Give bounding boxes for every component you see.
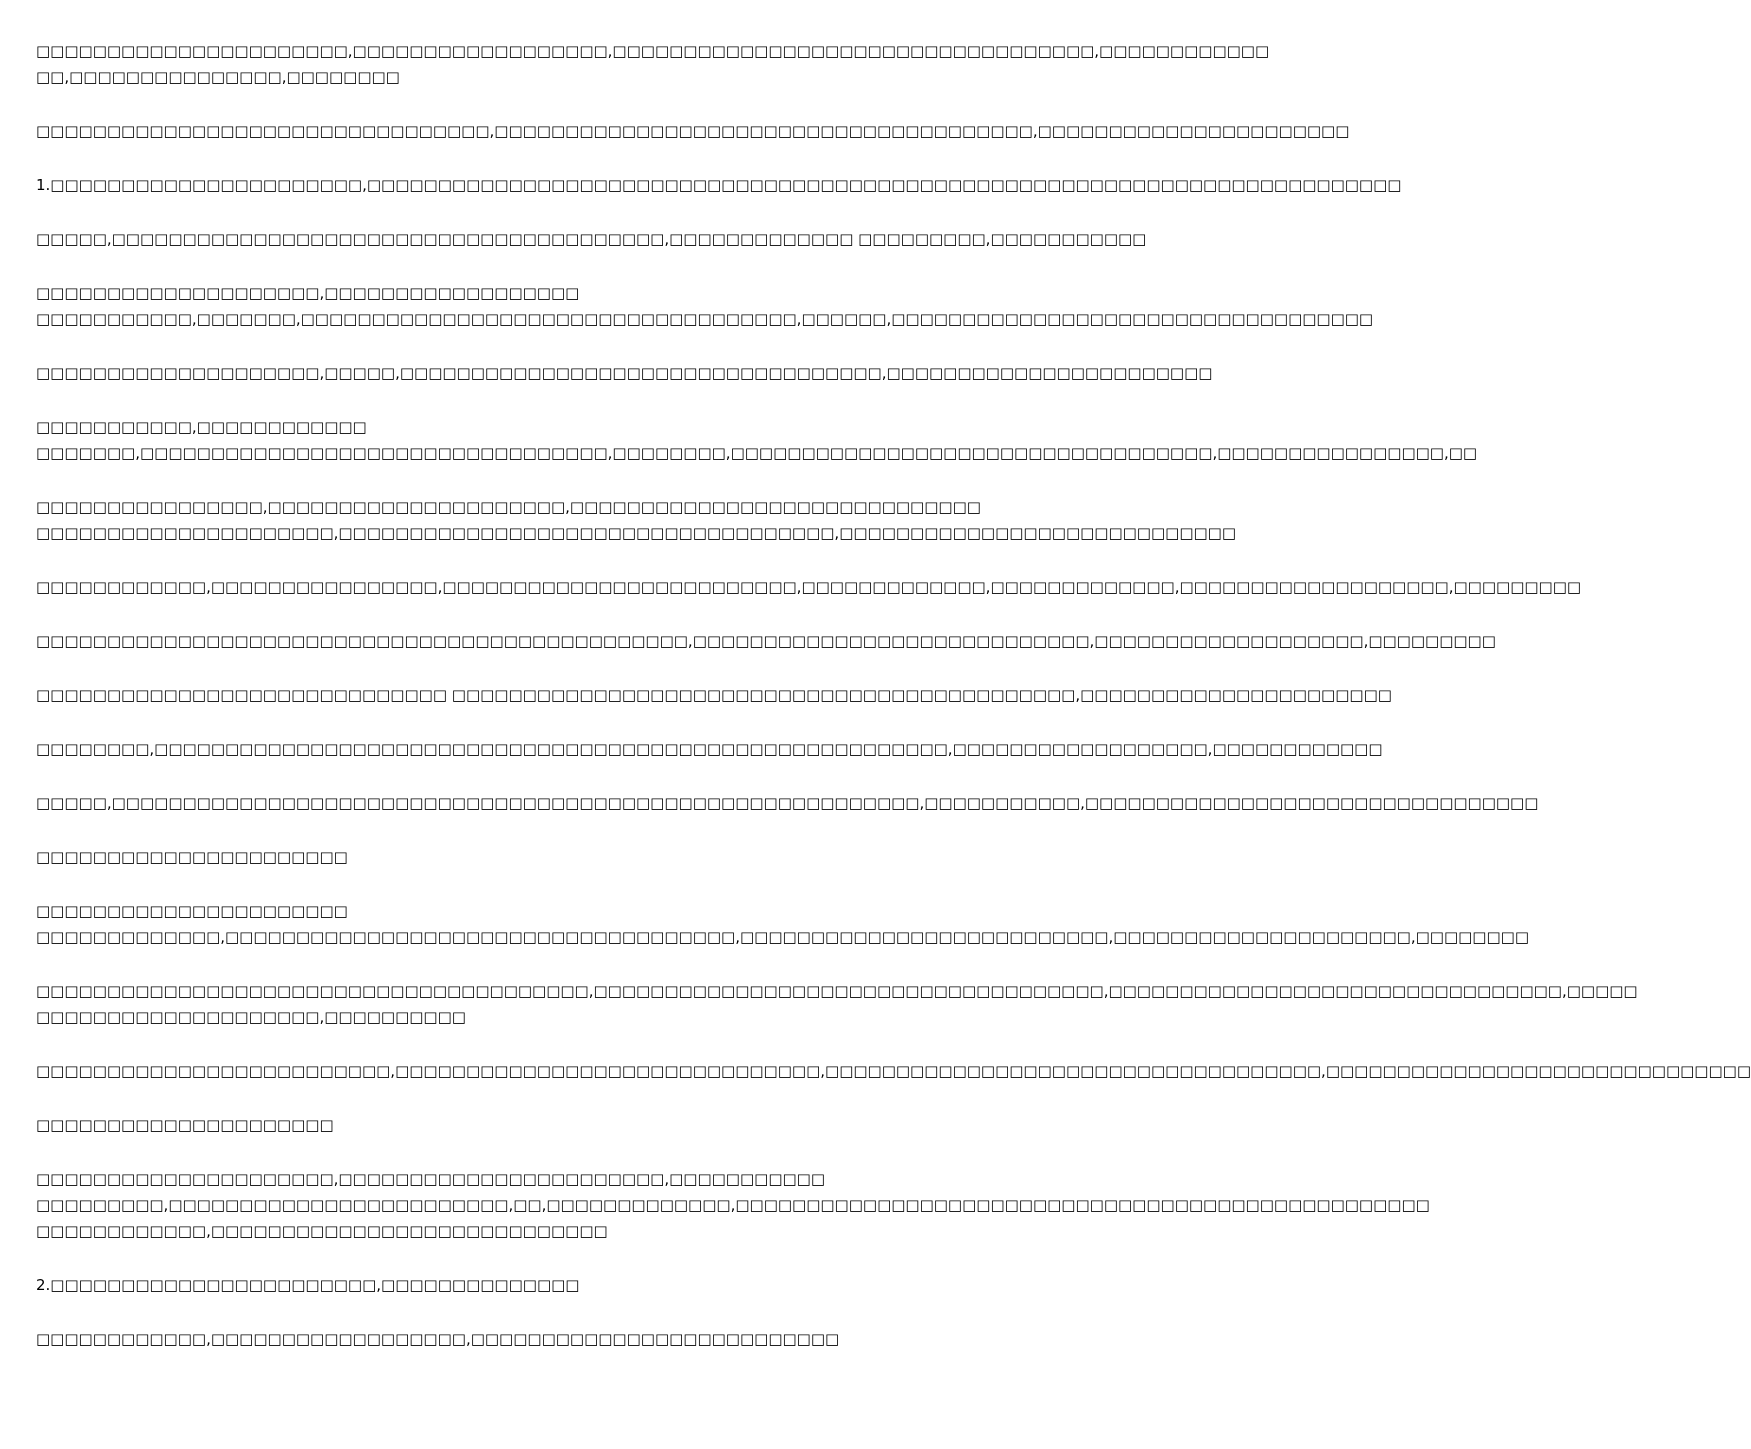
paragraph [36,1058,1751,1084]
paragraph-line: □□□□□□□□□□□□□□□□□□□□,□□□□□,□□□□□□□□□□□□□□□□□□□□□□□□□□□□□□□□□□,□□□□□□□□□□□□□□□□□□□□□□□ [36,364,1213,382]
paragraph [36,360,1213,386]
paragraph [36,226,1147,252]
paragraph [36,38,1270,90]
paragraph [36,280,1374,332]
paragraph-line: □□□□□□□□□□□□□□□□□□□□□,□□□□□□□□□□□□□□□□□□□□□□□□□□□□□□□□□□□,□□□□□□□□□□□□□□□□□□□□□□□□□□□□ [36,524,1237,542]
paragraph-line: □□□□□□□,□□□□□□□□□□□□□□□□□□□□□□□□□□□□□□□□□,□□□□□□□□,□□□□□□□□□□□□□□□□□□□□□□□□□□□□□□□□□□,□□□□□□□□□□□□□□□□,□□ [36,444,1478,462]
paragraph [36,494,1237,546]
paragraph [36,978,1638,1030]
paragraph-line: □□□□□□□□□□□□□□□□□□□□□□ [36,902,348,920]
paragraph-line: □□□□□,□□□□□□□□□□□□□□□□□□□□□□□□□□□□□□□□□□□□□□□□□□□□□□□□□□□□□□□□□,□□□□□□□□□□□,□□□□□□□□□□□□□□□□□□□□□□□□□□□□□□□□ [36,794,1539,812]
paragraph-line: □□□□□□□□□□□□□□□□□□□□,□□□□□□□□□□ [36,1008,466,1026]
paragraph [36,790,1539,816]
paragraph-line: □□□□□□□□□□□□,□□□□□□□□□□□□□□□□□□,□□□□□□□□□□□□□□□□□□□□□□□□□□ [36,1330,840,1348]
paragraph-line: □□□□□□□□□□□□□□□□□□□□□,□□□□□□□□□□□□□□□□□□□□□□□,□□□□□□□□□□□ [36,1170,826,1188]
paragraph [36,1112,989,1138]
paragraph-line: 1.□□□□□□□□□□□□□□□□□□□□□□,□□□□□□□□□□□□□□□□□□□□□□□□□□□□□□□□□□□□□□□□□□□□□□□□□□□□□□□□□□□□□□□□□□□□□□□□□ [36,176,1402,194]
paragraph-line: □□□□□□□□□□□□□□□□□□□□□□□□□□□□□ □□□□□□□□□□□□□□□□□□□□□□□□□□□□□□□□□□□□□□□□□□□□,□□□□□□□□□□□□□□□□□□□□□□ [36,686,1392,704]
paragraph-line: □□□□□□□□□□□□□□□□□□□□□□,□□□□□□□□□□□□□□□□□□,□□□□□□□□□□□□□□□□□□□□□□□□□□□□□□□□□□,□□□□□□□□□□□□ [36,42,1270,60]
paragraph [36,844,989,870]
paragraph-line: □□□□□□□□□□□,□□□□□□□,□□□□□□□□□□□□□□□□□□□□□□□□□□□□□□□□□□□,□□□□□□,□□□□□□□□□□□□□□□□□□□□□□□□□□□□□□□□□□ [36,310,1374,328]
paragraph-line: □□□□□□□□□□□□□□□□□□□□□□□□□□□□□□□□,□□□□□□□□□□□□□□□□□□□□□□□□□□□□□□□□□□□□□□,□□□□□□□□□□□□□□□□□□□□□□ [36,122,1350,140]
paragraph-line: □□□□□□□□□□□□□□□□,□□□□□□□□□□□□□□□□□□□□□,□□□□□□□□□□□□□□□□□□□□□□□□□□□□□ [36,498,981,516]
paragraph-line: □□□□□□□□,□□□□□□□□□□□□□□□□□□□□□□□□□□□□□□□□□□□□□□□□□□□□□□□□□□□□□□□□,□□□□□□□□□□□□□□□□□□,□□□□□□□□□□□□ [36,740,1383,758]
paragraph [36,414,1478,466]
paragraph-line: □□□□□□□□□□□□□,□□□□□□□□□□□□□□□□□□□□□□□□□□□□□□□□□□□□,□□□□□□□□□□□□□□□□□□□□□□□□□□,□□□□□□□□□□□□□□□□□□□□□,□□□□□□□□ [36,928,1529,946]
paragraph-line: □□□□□□□□□□□□□□□□□□□□□□□□□,□□□□□□□□□□□□□□□□□□□□□□□□□□□□□□,□□□□□□□□□□□□□□□□□□□□□□□□□□□□□□□□□□□,□□□□□□□□□□□□□□□□□□□□□□□□□□□□□□ [36,1062,1751,1080]
paragraph-line: □□□□□□□□□□□□,□□□□□□□□□□□□□□□□□□□□□□□□□□□□ [36,1222,608,1240]
paragraph-line: □□□□□□□□□□□□□□□□□□□□□□ [36,848,348,866]
paragraph [36,1326,989,1352]
paragraph-line: □□□□□□□□□□□□□□□□□□□□,□□□□□□□□□□□□□□□□□□ [36,284,580,302]
paragraph [36,1272,989,1298]
paragraph [36,736,1383,762]
paragraph-line: □□□□□□□□□□□□□□□□□□□□□□□□□□□□□□□□□□□□□□□,□□□□□□□□□□□□□□□□□□□□□□□□□□□□□□□□□□□□,□□□□□□□□□□□□□□□□□□□□□□□□□□□□□□□□,□□□□□ [36,982,1638,1000]
paragraph-line: □□□□□,□□□□□□□□□□□□□□□□□□□□□□□□□□□□□□□□□□□□□□□,□□□□□□□□□□□□□ □□□□□□□□□,□□□□□□□□□□□ [36,230,1147,248]
paragraph [36,574,1582,600]
paragraph-line: □□□□□□□□□□□□□□□□□□□□□□□□□□□□□□□□□□□□□□□□□□□□□□,□□□□□□□□□□□□□□□□□□□□□□□□□□□□,□□□□□□□□□□□□□□□□□□□,□□□□□□□□□ [36,632,1496,650]
paragraph-line: □□□□□□□□□□□□□□□□□□□□□ [36,1116,334,1134]
paragraph [36,628,1496,654]
paragraph-line: □□□□□□□□□□□□,□□□□□□□□□□□□□□□□,□□□□□□□□□□□□□□□□□□□□□□□□□,□□□□□□□□□□□□□,□□□□□□□□□□□□□,□□□□□□□□□□□□□□□□□□□,□□□□□□□□□ [36,578,1582,596]
paragraph [36,1166,1430,1244]
paragraph-line: 2.□□□□□□□□□□□□□□□□□□□□□□□,□□□□□□□□□□□□□□ [36,1276,580,1294]
paragraph [36,682,1392,708]
paragraph-line: □□,□□□□□□□□□□□□□□□,□□□□□□□□ [36,68,400,86]
paragraph [36,118,1350,144]
paragraph [36,172,1402,198]
paragraph-line: □□□□□□□□□,□□□□□□□□□□□□□□□□□□□□□□□□,□□,□□□□□□□□□□□□□,□□□□□□□□□□□□□□□□□□□□□□□□□□□□□□□□□□□□□□□□□□□□□□□□□ [36,1196,1430,1214]
paragraph-line: □□□□□□□□□□□,□□□□□□□□□□□□ [36,418,367,436]
paragraph [36,898,1529,950]
